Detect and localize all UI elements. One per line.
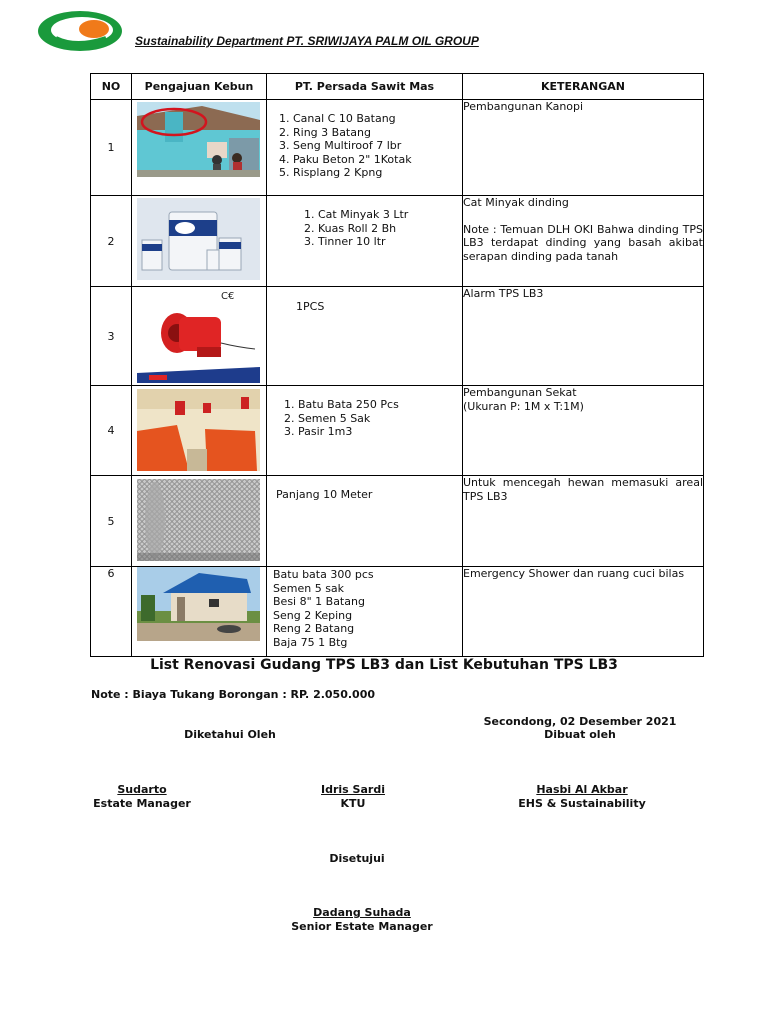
row-number: 3: [91, 287, 132, 386]
remark-text: Pembangunan Sekat: [463, 386, 577, 399]
list-item: 1. Cat Minyak 3 Ltr: [318, 208, 462, 222]
cost-note: Note : Biaya Tukang Borongan : RP. 2.050.000: [91, 688, 375, 701]
material-line: Reng 2 Batang: [273, 622, 355, 636]
remark-text: Emergency Shower dan ruang cuci bilas: [463, 567, 685, 580]
table-row: [91, 567, 704, 657]
table-row: [91, 196, 704, 287]
list-item: 3. Pasir 1m3: [298, 425, 462, 439]
row-number: 5: [91, 476, 132, 567]
length-text: Panjang 10 Meter: [276, 488, 373, 501]
made-by-label: Dibuat oleh: [544, 728, 616, 741]
remark-text: Untuk mencegah hewan memasuki areal TPS LB3: [463, 476, 703, 503]
list-item: 3. Seng Multiroof 7 lbr: [293, 139, 462, 153]
renovation-table: [90, 73, 704, 657]
company-logo: [36, 8, 126, 54]
alarm-siren-photo: [137, 287, 260, 383]
approved-label: Disetujui: [329, 852, 385, 865]
signatory-title: Estate Manager: [93, 797, 191, 810]
material-list: [267, 112, 462, 180]
row-number: 4: [91, 386, 132, 476]
wire-mesh-roll-photo: [137, 479, 260, 561]
signatory-name: Sudarto: [117, 783, 167, 796]
known-by-label: Diketahui Oleh: [184, 728, 276, 741]
col-header-pt: PT. Persada Sawit Mas: [267, 74, 463, 100]
list-item: 5. Risplang 2 Kpng: [293, 166, 462, 180]
remark-text: Pembangunan Kanopi: [463, 100, 584, 113]
col-header-keterangan: KETERANGAN: [463, 74, 704, 100]
signature-block: [262, 906, 462, 934]
table-header-row: [91, 74, 704, 100]
remark-note: Note : Temuan DLH OKI Bahwa dinding TPS LB3 terdapat dinding yang basah akibat serapan dinding pada tanah: [463, 222, 703, 263]
material-line: Besi 8" 1 Batang: [273, 595, 365, 609]
document-title: List Renovasi Gudang TPS LB3 dan List Kebutuhan TPS LB3: [150, 657, 618, 673]
partition-room-photo: [137, 389, 260, 471]
material-list: [267, 208, 462, 249]
signatory-title: EHS & Sustainability: [518, 797, 646, 810]
list-item: 2. Kuas Roll 2 Bh: [318, 222, 462, 236]
remark-size: (Ukuran P: 1M x T:1M): [463, 399, 584, 413]
material-line: Semen 5 sak: [273, 581, 345, 595]
remark-text: Cat Minyak dinding: [463, 196, 569, 209]
signatory-name: Idris Sardi: [321, 783, 385, 796]
list-item: 1. Canal C 10 Batang: [293, 112, 462, 126]
quantity-text: 1PCS: [296, 300, 325, 313]
material-line: Baja 75 1 Btg: [273, 635, 348, 649]
remark-text: Alarm TPS LB3: [463, 287, 544, 300]
signature-block: [482, 783, 682, 811]
list-item: 3. Tinner 10 ltr: [318, 235, 462, 249]
signatory-title: Senior Estate Manager: [291, 920, 433, 933]
signatory-name: Dadang Suhada: [313, 906, 411, 919]
list-item: 2. Ring 3 Batang: [293, 126, 462, 140]
signature-block: [62, 783, 222, 811]
department-header: Sustainability Department PT. SRIWIJAYA PALM OIL GROUP: [135, 34, 479, 48]
table-row: [91, 386, 704, 476]
list-item: 1. Batu Bata 250 Pcs: [298, 398, 462, 412]
signatory-title: KTU: [340, 797, 366, 810]
row-number: 6: [91, 567, 132, 657]
table-row: [91, 287, 704, 386]
col-header-no: NO: [91, 74, 132, 100]
small-building-photo: [137, 567, 260, 641]
material-line: Batu bata 300 pcs: [273, 568, 374, 581]
table-row: [91, 476, 704, 567]
building-canopy-photo: [137, 102, 260, 177]
row-number: 2: [91, 196, 132, 287]
col-header-pengajuan: Pengajuan Kebun: [132, 74, 267, 100]
signature-block: [273, 783, 433, 811]
material-line: Seng 2 Keping: [273, 608, 353, 622]
list-item: 4. Paku Beton 2" 1Kotak: [293, 153, 462, 167]
material-list: [267, 398, 462, 439]
paint-cans-photo: [137, 198, 260, 280]
svg-text:C€: C€: [221, 291, 235, 302]
place-date: Secondong, 02 Desember 2021: [483, 715, 677, 728]
signatory-name: Hasbi Al Akbar: [536, 783, 628, 796]
list-item: 2. Semen 5 Sak: [298, 412, 462, 426]
row-number: 1: [91, 100, 132, 196]
table-row: [91, 100, 704, 196]
